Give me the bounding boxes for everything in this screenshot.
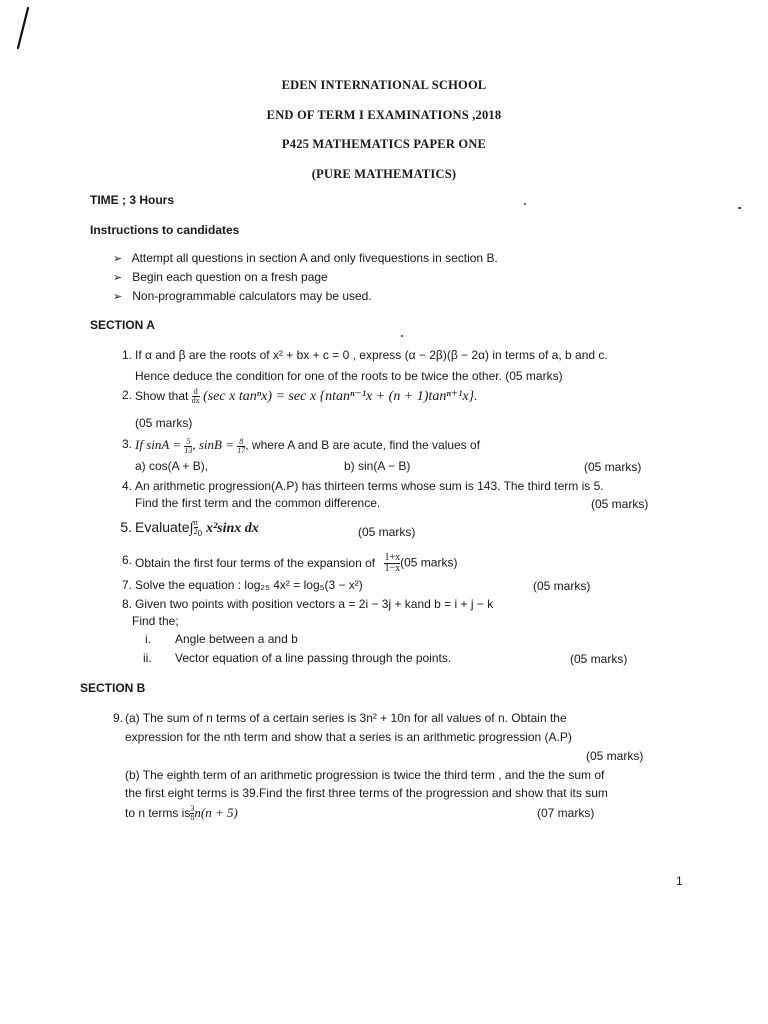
q3-given: If sinA = $\frac{5}{13}$ , sinB = $\frac{8}{17}$ <box>135 436 246 455</box>
instruction-item: ➢ Attempt all questions in section A and only fivequestions in section B. <box>113 251 498 265</box>
derivative-operator: $\frac{d}{dx}$ <box>191 387 200 406</box>
question-7: 7. Solve the equation : log₂₅ 4x² = log₅(3 − x²) <box>112 578 363 592</box>
question-number: 1. <box>121 348 132 362</box>
roman-numeral: i. <box>145 632 151 646</box>
question-6: 6. Obtain the first four terms of the expansion of $\frac{1+x}{1-x}$ (05 marks) <box>112 553 457 574</box>
question-9b-line2: the first eight terms is 39.Find the first three terms of the progression and show that its sum <box>125 786 608 800</box>
question-8: 8. Given two points with position vectors a = 2i − 3j + kand b = i + j − k <box>112 597 493 611</box>
question-number: 2. <box>121 388 132 402</box>
question-number: 7. <box>121 578 132 592</box>
question-9: 9. (a) The sum of n terms of a certain series is 3n² + 10n for all values of n. Obtain the <box>103 711 567 725</box>
question-3: 3. If sinA = $\frac{5}{13}$ , sinB = $\frac{8}{17}$ , where A and B are acute, find the values of <box>112 437 480 455</box>
paper-title: P425 MATHEMATICS PAPER ONE <box>281 137 487 151</box>
expansion-fraction: $\frac{1+x}{1-x}$ <box>384 552 401 574</box>
question-1: 1. If α and β are the roots of x² + bx + c = 0 , express (α − 2β)(β − 2α) in terms of a, b and c. <box>112 348 608 362</box>
time-allowed: TIME ; 3 Hours <box>90 193 175 207</box>
arrow-bullet-icon: ➢ <box>113 291 123 303</box>
question-9a-marks: (05 marks) <box>586 749 644 763</box>
question-5-marks: (05 marks) <box>358 525 416 539</box>
question-number: 6. <box>121 553 132 567</box>
question-4: 4. An arithmetic progression(A.P) has thirteen terms whose sum is 143. The third term is 5. <box>112 479 604 493</box>
question-8-find: Find the; <box>132 614 179 628</box>
school-name: EDEN INTERNATIONAL SCHOOL <box>281 78 487 92</box>
integral-limits: $\frac{\pi}{2}$ <box>193 518 198 536</box>
instructions-heading: Instructions to candidates <box>90 223 240 237</box>
question-9a-line2: expression for the nth term and show that a series is an arithmetic progression (A.P) <box>125 730 572 744</box>
question-9b-line3: to n terms is $\frac{3}{8}$ n(n + 5) <box>125 804 238 823</box>
scan-speck <box>738 207 741 209</box>
three-eighths-fraction: $\frac{3}{8}$ <box>190 804 195 823</box>
question-8-marks: (05 marks) <box>570 652 628 666</box>
question-4-marks: (05 marks) <box>591 497 649 511</box>
pen-stroke-mark <box>6 4 36 54</box>
roman-numeral: ii. <box>143 651 152 665</box>
question-number: 3. <box>121 437 132 451</box>
question-3-part-b: b) sin(A − B) <box>344 459 411 473</box>
question-9b-line1: (b) The eighth term of an arithmetic progression is twice the third term , and the the sum of <box>125 768 605 782</box>
instruction-item: ➢ Begin each question on a fresh page <box>113 270 328 284</box>
question-1-line2: Hence deduce the condition for one of the roots to be twice the other. (05 marks) <box>135 369 563 383</box>
question-3-marks: (05 marks) <box>584 460 642 474</box>
instruction-item: ➢ Non-programmable calculators may be used. <box>113 289 372 303</box>
section-b-heading: SECTION B <box>80 681 146 695</box>
section-a-heading: SECTION A <box>90 318 155 332</box>
question-5: 5. Evaluate∫ $\frac{\pi}{2}$ $_0$ x²sinx dx <box>112 519 259 538</box>
question-number: 9. <box>112 711 123 725</box>
question-4-line2: Find the first term and the common difference. <box>135 496 381 510</box>
integral-symbol: ∫ <box>189 520 194 536</box>
exam-title: END OF TERM I EXAMINATIONS ,2018 <box>266 108 502 122</box>
question-number: 8. <box>121 597 132 611</box>
question-number: 5. <box>120 519 132 535</box>
question-8-part-i: Angle between a and b <box>175 632 298 646</box>
question-7-marks: (05 marks) <box>533 579 591 593</box>
question-number: 4. <box>121 479 132 493</box>
question-2: 2. Show that $\frac{d}{dx}$ (sec x tanⁿx) = sec x {ntanⁿ⁻¹x + (n + 1)tanⁿ⁺¹x}. <box>112 388 478 405</box>
question-2-marks: (05 marks) <box>135 416 193 430</box>
scan-speck <box>524 203 526 205</box>
arrow-bullet-icon: ➢ <box>113 272 123 284</box>
scan-speck <box>401 335 403 337</box>
question-3-part-a: a) cos(A + B), <box>135 459 209 473</box>
arrow-bullet-icon: ➢ <box>113 253 123 265</box>
subject-title: (PURE MATHEMATICS) <box>311 167 457 181</box>
question-9b-marks: (07 marks) <box>537 806 595 820</box>
question-8-part-ii: Vector equation of a line passing through the points. <box>175 651 452 665</box>
page-number: 1 <box>676 874 683 888</box>
